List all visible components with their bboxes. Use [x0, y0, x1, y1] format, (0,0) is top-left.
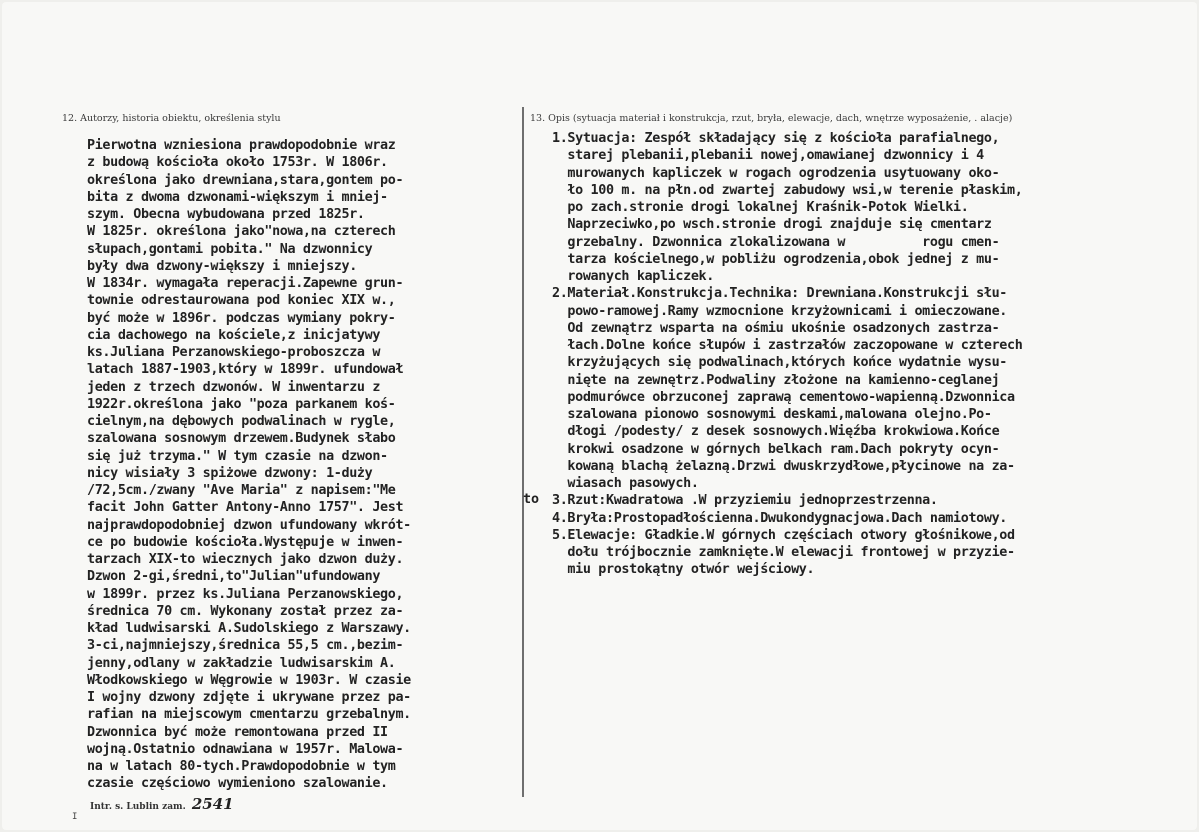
- description-line: szalowana pionowo sosnowymi deskami,malowana olejno.Po-: [552, 407, 992, 422]
- history-line: Dzwonnica być może remontowana przed II: [87, 724, 388, 740]
- footer-number: 2541: [191, 795, 234, 813]
- history-line: słupach,gontami pobita." Na dzwonnicy: [87, 241, 373, 257]
- history-line: bita z dwoma dzwonami-większym i mniej-: [87, 189, 388, 205]
- history-line: się już trzyma." W tym czasie na dzwon-: [87, 448, 388, 464]
- description-line: 5.Elewacje: Gładkie.W górnych częściach otwory głośnikowe,od: [552, 527, 1015, 543]
- description-line: rowanych kapliczek.: [552, 269, 714, 284]
- history-line: ce po budowie kościoła.Występuje w inwen-: [87, 534, 404, 550]
- history-line: być może w 1896r. podczas wymiany pokry-: [87, 310, 396, 326]
- history-line: latach 1887-1903,który w 1899r. ufundował: [87, 362, 404, 378]
- history-line: townie odrestaurowana pod koniec XIX w.,: [87, 293, 396, 309]
- history-line: Dzwon 2-gi,średni,to"Julian"ufundowany: [87, 569, 381, 585]
- description-line: murowanych kapliczek w rogach ogrodzenia usytuowany oko-: [552, 165, 1000, 181]
- description-text-column: [552, 130, 1172, 579]
- history-line: średnica 70 cm. Wykonany został przez za-: [87, 603, 404, 619]
- history-line: szalowana sosnowym drzewem.Budynek słabo: [87, 431, 396, 447]
- description-line: nięte na zewnętrz.Podwaliny złożone na kamienno-ceglanej: [552, 372, 1000, 388]
- footer-stamp: [90, 795, 234, 813]
- history-line: ks.Juliana Perzanowskiego-proboszcza w: [87, 345, 381, 360]
- description-line: 2.Materiał.Konstrukcja.Technika: Drewniana.Konstrukcji słu-: [552, 286, 1007, 302]
- history-line: w 1899r. przez ks.Juliana Perzanowskiego,: [87, 586, 404, 602]
- description-line: 4.Bryła:Prostopadłościenna.Dwukondygnacjowa.Dach namiotowy.: [552, 510, 1007, 526]
- left-section-header: 12. Autorzy, historia obiektu, określenia stylu: [62, 113, 281, 124]
- description-line: dłogi /podesty/ z desek sosnowych.Więźba krokwiowa.Końce: [552, 424, 1000, 440]
- history-line: /72,5cm./zwany "Ave Maria" z napisem:"Me: [87, 483, 396, 498]
- history-text-column: [87, 137, 519, 793]
- description-line: kowaną blachą żelazną.Drzwi dwuskrzydłowe,płycinowe na za-: [552, 458, 1015, 474]
- history-line: były dwa dzwony-większy i mniejszy.: [87, 258, 357, 274]
- history-line: W 1825r. określona jako"nowa,na czterech: [87, 224, 396, 240]
- corner-mark: I: [72, 812, 78, 822]
- description-line: Naprzeciwko,po wsch.stronie drogi znajduje się cmentarz: [552, 217, 992, 233]
- history-line: kład ludwisarski A.Sudolskiego z Warszawy.: [87, 621, 411, 636]
- history-line: rafian na miejscowym cmentarzu grzebalnym.: [87, 707, 411, 723]
- right-section-header: 13. Opis (sytuacja materiał i konstrukcja, rzut, bryła, elewacje, dach, wnętrze wyposażenie, . alacje): [530, 113, 1013, 124]
- history-line: czasie częściowo wymieniono szalowanie.: [87, 776, 388, 792]
- history-line: nicy wisiały 3 spiżowe dzwony: 1-duży: [87, 465, 373, 481]
- description-line: Od zewnątrz wsparta na ośmiu ukośnie osadzonych zastrza-: [552, 320, 1000, 336]
- description-line: dołu trójbocznie zamknięte.W elewacji frontowej w przyzie-: [552, 545, 1015, 560]
- description-line: krokwi osadzone w górnych belkach ram.Dach pokryty ocyn-: [552, 441, 1000, 457]
- footer-label: Intr. s. Lublin zam.: [90, 802, 186, 812]
- description-line: po zach.stronie drogi lokalnej Kraśnik-Potok Wielki.: [552, 200, 969, 215]
- history-line: jenny,odlany w zakładzie ludwisarskim A.: [87, 655, 396, 671]
- column-divider: [522, 107, 524, 797]
- history-line: na w latach 80-tych.Prawdopodobnie w tym: [87, 759, 396, 774]
- history-line: cielnym,na dębowych podwalinach w rygle,: [87, 414, 396, 429]
- history-line: Włodkowskiego w Węgrowie w 1903r. W czasie: [87, 672, 411, 688]
- history-line: I wojny dzwony zdjęte i ukrywane przez pa-: [87, 690, 411, 705]
- description-line: grzebalny. Dzwonnica zlokalizowana w rogu cmen-: [552, 234, 1000, 250]
- history-line: szym. Obecna wybudowana przed 1825r.: [87, 207, 365, 222]
- description-line: miu prostokątny otwór wejściowy.: [552, 562, 815, 578]
- description-line: ło 100 m. na płn.od zwartej zabudowy wsi,w terenie płaskim,: [552, 182, 1023, 198]
- history-line: 1922r.określona jako "poza parkanem koś-: [87, 396, 396, 412]
- description-line: wiasach pasowych.: [552, 476, 699, 491]
- description-line: podmurówce obrzuconej zaprawą cementowo-wapienną.Dzwonnica: [552, 389, 1015, 405]
- history-line: cia dachowego na kościele,z inicjatywy: [87, 327, 381, 343]
- history-line: najprawdopodobniej dzwon ufundowany wkrót-: [87, 517, 411, 533]
- description-line: starej plebanii,plebanii nowej,omawianej dzwonnicy i 4: [552, 148, 984, 164]
- description-line: tarza kościelnego,w pobliżu ogrodzenia,obok jednej z mu-: [552, 251, 1000, 267]
- history-line: z budową kościoła około 1753r. W 1806r.: [87, 155, 388, 171]
- description-line: 1.Sytuacja: Zespół składający się z kościoła parafialnego,: [552, 131, 1000, 146]
- history-line: jeden z trzech dzwonów. W inwentarzu z: [87, 379, 381, 395]
- history-line: 3-ci,najmniejszy,średnica 55,5 cm.,bezim-: [87, 638, 404, 654]
- history-line: określona jako drewniana,stara,gontem po-: [87, 172, 404, 188]
- history-line: Pierwotna wzniesiona prawdopodobnie wraz: [87, 138, 396, 153]
- history-line: W 1834r. wymagała reperacji.Zapewne grun-: [87, 276, 404, 291]
- description-line: powo-ramowej.Ramy wzmocnione krzyżownicami i omieczowane.: [552, 303, 1007, 319]
- description-line: 3.Rzut:Kwadratowa .W przyziemiu jednoprzestrzenna.: [552, 493, 938, 509]
- margin-note: to: [523, 492, 540, 507]
- history-line: tarzach XIX-to wiecznych jako dzwon duży.: [87, 552, 404, 567]
- description-line: krzyżujących się podwalinach,których końce wydatnie wysu-: [552, 355, 1007, 371]
- history-line: wojną.Ostatnio odnawiana w 1957r. Malowa-: [87, 741, 404, 757]
- history-line: facit John Gatter Antony-Anno 1757". Jest: [87, 500, 404, 516]
- description-line: łach.Dolne końce słupów i zastrzałów zaczopowane w czterech: [552, 338, 1023, 353]
